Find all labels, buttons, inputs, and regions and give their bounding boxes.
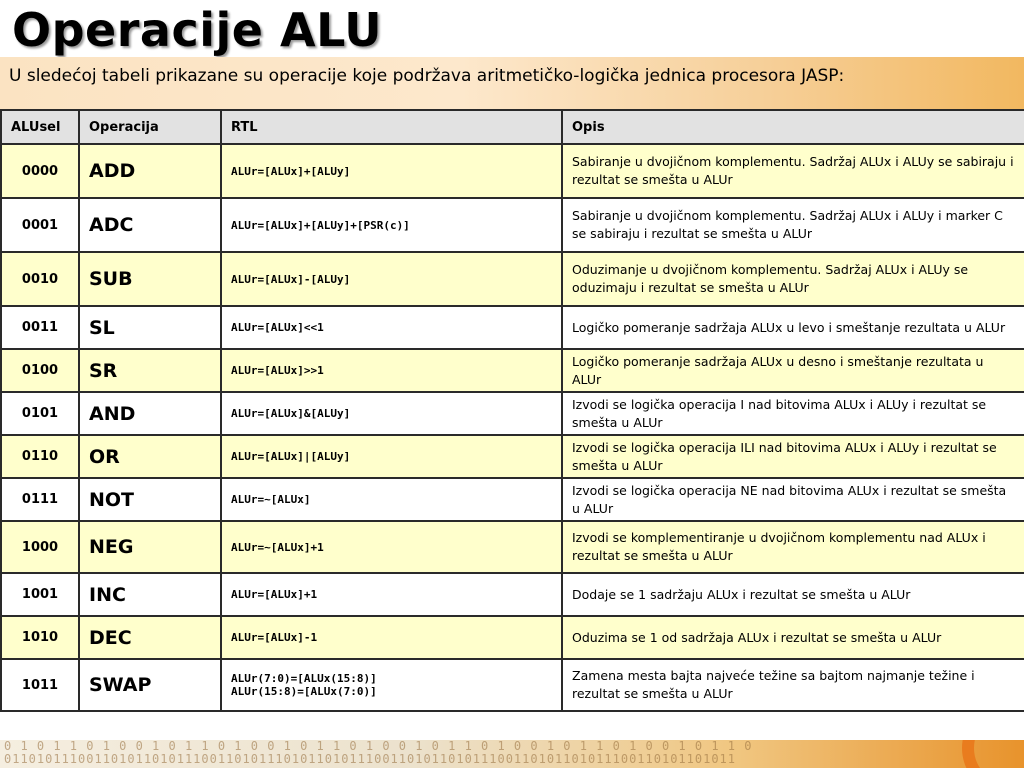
table-row (1, 616, 1024, 659)
alusel-code: 1011 (1, 659, 79, 711)
operation-description: Oduzima se 1 od sadržaja ALUx i rezultat se smešta u ALUr (562, 616, 1024, 659)
rtl-line: ALUr=[ALUx]+[ALUy] (231, 164, 351, 178)
alusel-code: 1010 (1, 616, 79, 659)
operation-description: Logičko pomeranje sadržaja ALUx u desno i smeštanje rezultata u ALUr (562, 349, 1024, 392)
operation-mnemonic: OR (79, 435, 221, 478)
operation-description: Izvodi se komplementiranje u dvojičnom komplementu nad ALUx i rezultat se smešta u ALUr (562, 521, 1024, 573)
alu-operations-table (0, 109, 1024, 712)
rtl-line: ALUr=[ALUx]<<1 (231, 321, 324, 334)
table-row (1, 306, 1024, 349)
operation-mnemonic: NEG (79, 521, 221, 573)
rtl-expression (221, 392, 562, 435)
table-row (1, 478, 1024, 521)
header-operacija: Operacija (79, 110, 221, 144)
alusel-code: 0000 (1, 144, 79, 198)
header-opis: Opis (562, 110, 1024, 144)
operation-mnemonic: SUB (79, 252, 221, 306)
operation-description: Oduzimanje u dvojičnom komplementu. Sadržaj ALUx i ALUy se oduzimaju i rezultat se smešta u ALUr (562, 252, 1024, 306)
alusel-code: 0010 (1, 252, 79, 306)
binary-pattern-decoration: 0 1 0 1 1 0 1 0 0 1 0 1 1 0 1 0 0 1 0 1 1 0 1 0 0 1 0 1 1 0 1 0 0 1 0 1 1 0 1 0 0 1 0 1 1 0 01101011100110101101011100110101110101101011100110101101011100110101101011100110101101011 (4, 740, 753, 766)
rtl-expression (221, 659, 562, 711)
slide-subtitle: U sledećoj tabeli prikazane su operacije koje podržava aritmetičko-logička jednica procesora JASP: (9, 66, 845, 86)
alusel-code: 1000 (1, 521, 79, 573)
operation-mnemonic: INC (79, 573, 221, 616)
rtl-line: ALUr=[ALUx]+[ALUy]+[PSR(c)] (231, 218, 410, 232)
rtl-expression (221, 349, 562, 392)
operation-mnemonic: ADD (79, 144, 221, 198)
alusel-code: 0111 (1, 478, 79, 521)
binary-footer-decoration (0, 740, 1024, 768)
rtl-line: ALUr(15:8)=[ALUx(7:0)] (231, 685, 377, 698)
header-rtl: RTL (221, 110, 562, 144)
rtl-expression (221, 144, 562, 198)
rtl-line: ALUr=~[ALUx] (231, 493, 311, 506)
alusel-code: 0101 (1, 392, 79, 435)
operation-description: Izvodi se logička operacija I nad bitovima ALUx i ALUy i rezultat se smešta u ALUr (562, 392, 1024, 435)
table-row (1, 392, 1024, 435)
operation-description: Izvodi se logička operacija ILI nad bitovima ALUx i ALUy i rezultat se smešta u ALUr (562, 435, 1024, 478)
alusel-code: 0011 (1, 306, 79, 349)
rtl-line: ALUr=[ALUx]>>1 (231, 364, 324, 377)
table-row (1, 349, 1024, 392)
operation-description: Logičko pomeranje sadržaja ALUx u levo i smeštanje rezultata u ALUr (562, 306, 1024, 349)
alusel-code: 0110 (1, 435, 79, 478)
table-row (1, 521, 1024, 573)
rtl-line: ALUr(7:0)=[ALUx(15:8)] (231, 672, 377, 685)
rtl-line: ALUr=[ALUx]-1 (231, 631, 318, 644)
operation-mnemonic: AND (79, 392, 221, 435)
header-alusel: ALUsel (1, 110, 79, 144)
table-row (1, 659, 1024, 711)
rtl-line: ALUr=~[ALUx]+1 (231, 540, 324, 554)
slide-title: Operacije ALU (12, 3, 383, 57)
operation-mnemonic: DEC (79, 616, 221, 659)
operation-mnemonic: ADC (79, 198, 221, 252)
table-row (1, 198, 1024, 252)
rtl-expression (221, 252, 562, 306)
rtl-expression (221, 198, 562, 252)
table-row (1, 252, 1024, 306)
rtl-expression (221, 435, 562, 478)
rtl-expression (221, 616, 562, 659)
alusel-code: 0100 (1, 349, 79, 392)
operation-mnemonic: SWAP (79, 659, 221, 711)
rtl-line: ALUr=[ALUx]|[ALUy] (231, 450, 351, 463)
rtl-line: ALUr=[ALUx]+1 (231, 588, 318, 601)
rtl-line: ALUr=[ALUx]-[ALUy] (231, 272, 351, 286)
table-header-row (1, 110, 1024, 144)
operation-description: Zamena mesta bajta najveće težine sa bajtom najmanje težine i rezultat se smešta u ALUr (562, 659, 1024, 711)
table-row (1, 435, 1024, 478)
rtl-expression (221, 521, 562, 573)
operation-description: Sabiranje u dvojičnom komplementu. Sadržaj ALUx i ALUy se sabiraju i rezultat se smešta u ALUr (562, 144, 1024, 198)
operation-mnemonic: NOT (79, 478, 221, 521)
operation-description: Dodaje se 1 sadržaju ALUx i rezultat se smešta u ALUr (562, 573, 1024, 616)
table-row (1, 573, 1024, 616)
rtl-expression (221, 573, 562, 616)
orange-ring-decoration (962, 740, 1024, 768)
rtl-expression (221, 478, 562, 521)
operation-description: Sabiranje u dvojičnom komplementu. Sadržaj ALUx i ALUy i marker C se sabiraju i rezultat se smešta u ALUr (562, 198, 1024, 252)
operation-description: Izvodi se logička operacija NE nad bitovima ALUx i rezultat se smešta u ALUr (562, 478, 1024, 521)
rtl-expression (221, 306, 562, 349)
alusel-code: 1001 (1, 573, 79, 616)
alusel-code: 0001 (1, 198, 79, 252)
operation-mnemonic: SL (79, 306, 221, 349)
operation-mnemonic: SR (79, 349, 221, 392)
rtl-line: ALUr=[ALUx]&[ALUy] (231, 407, 351, 420)
table-row (1, 144, 1024, 198)
